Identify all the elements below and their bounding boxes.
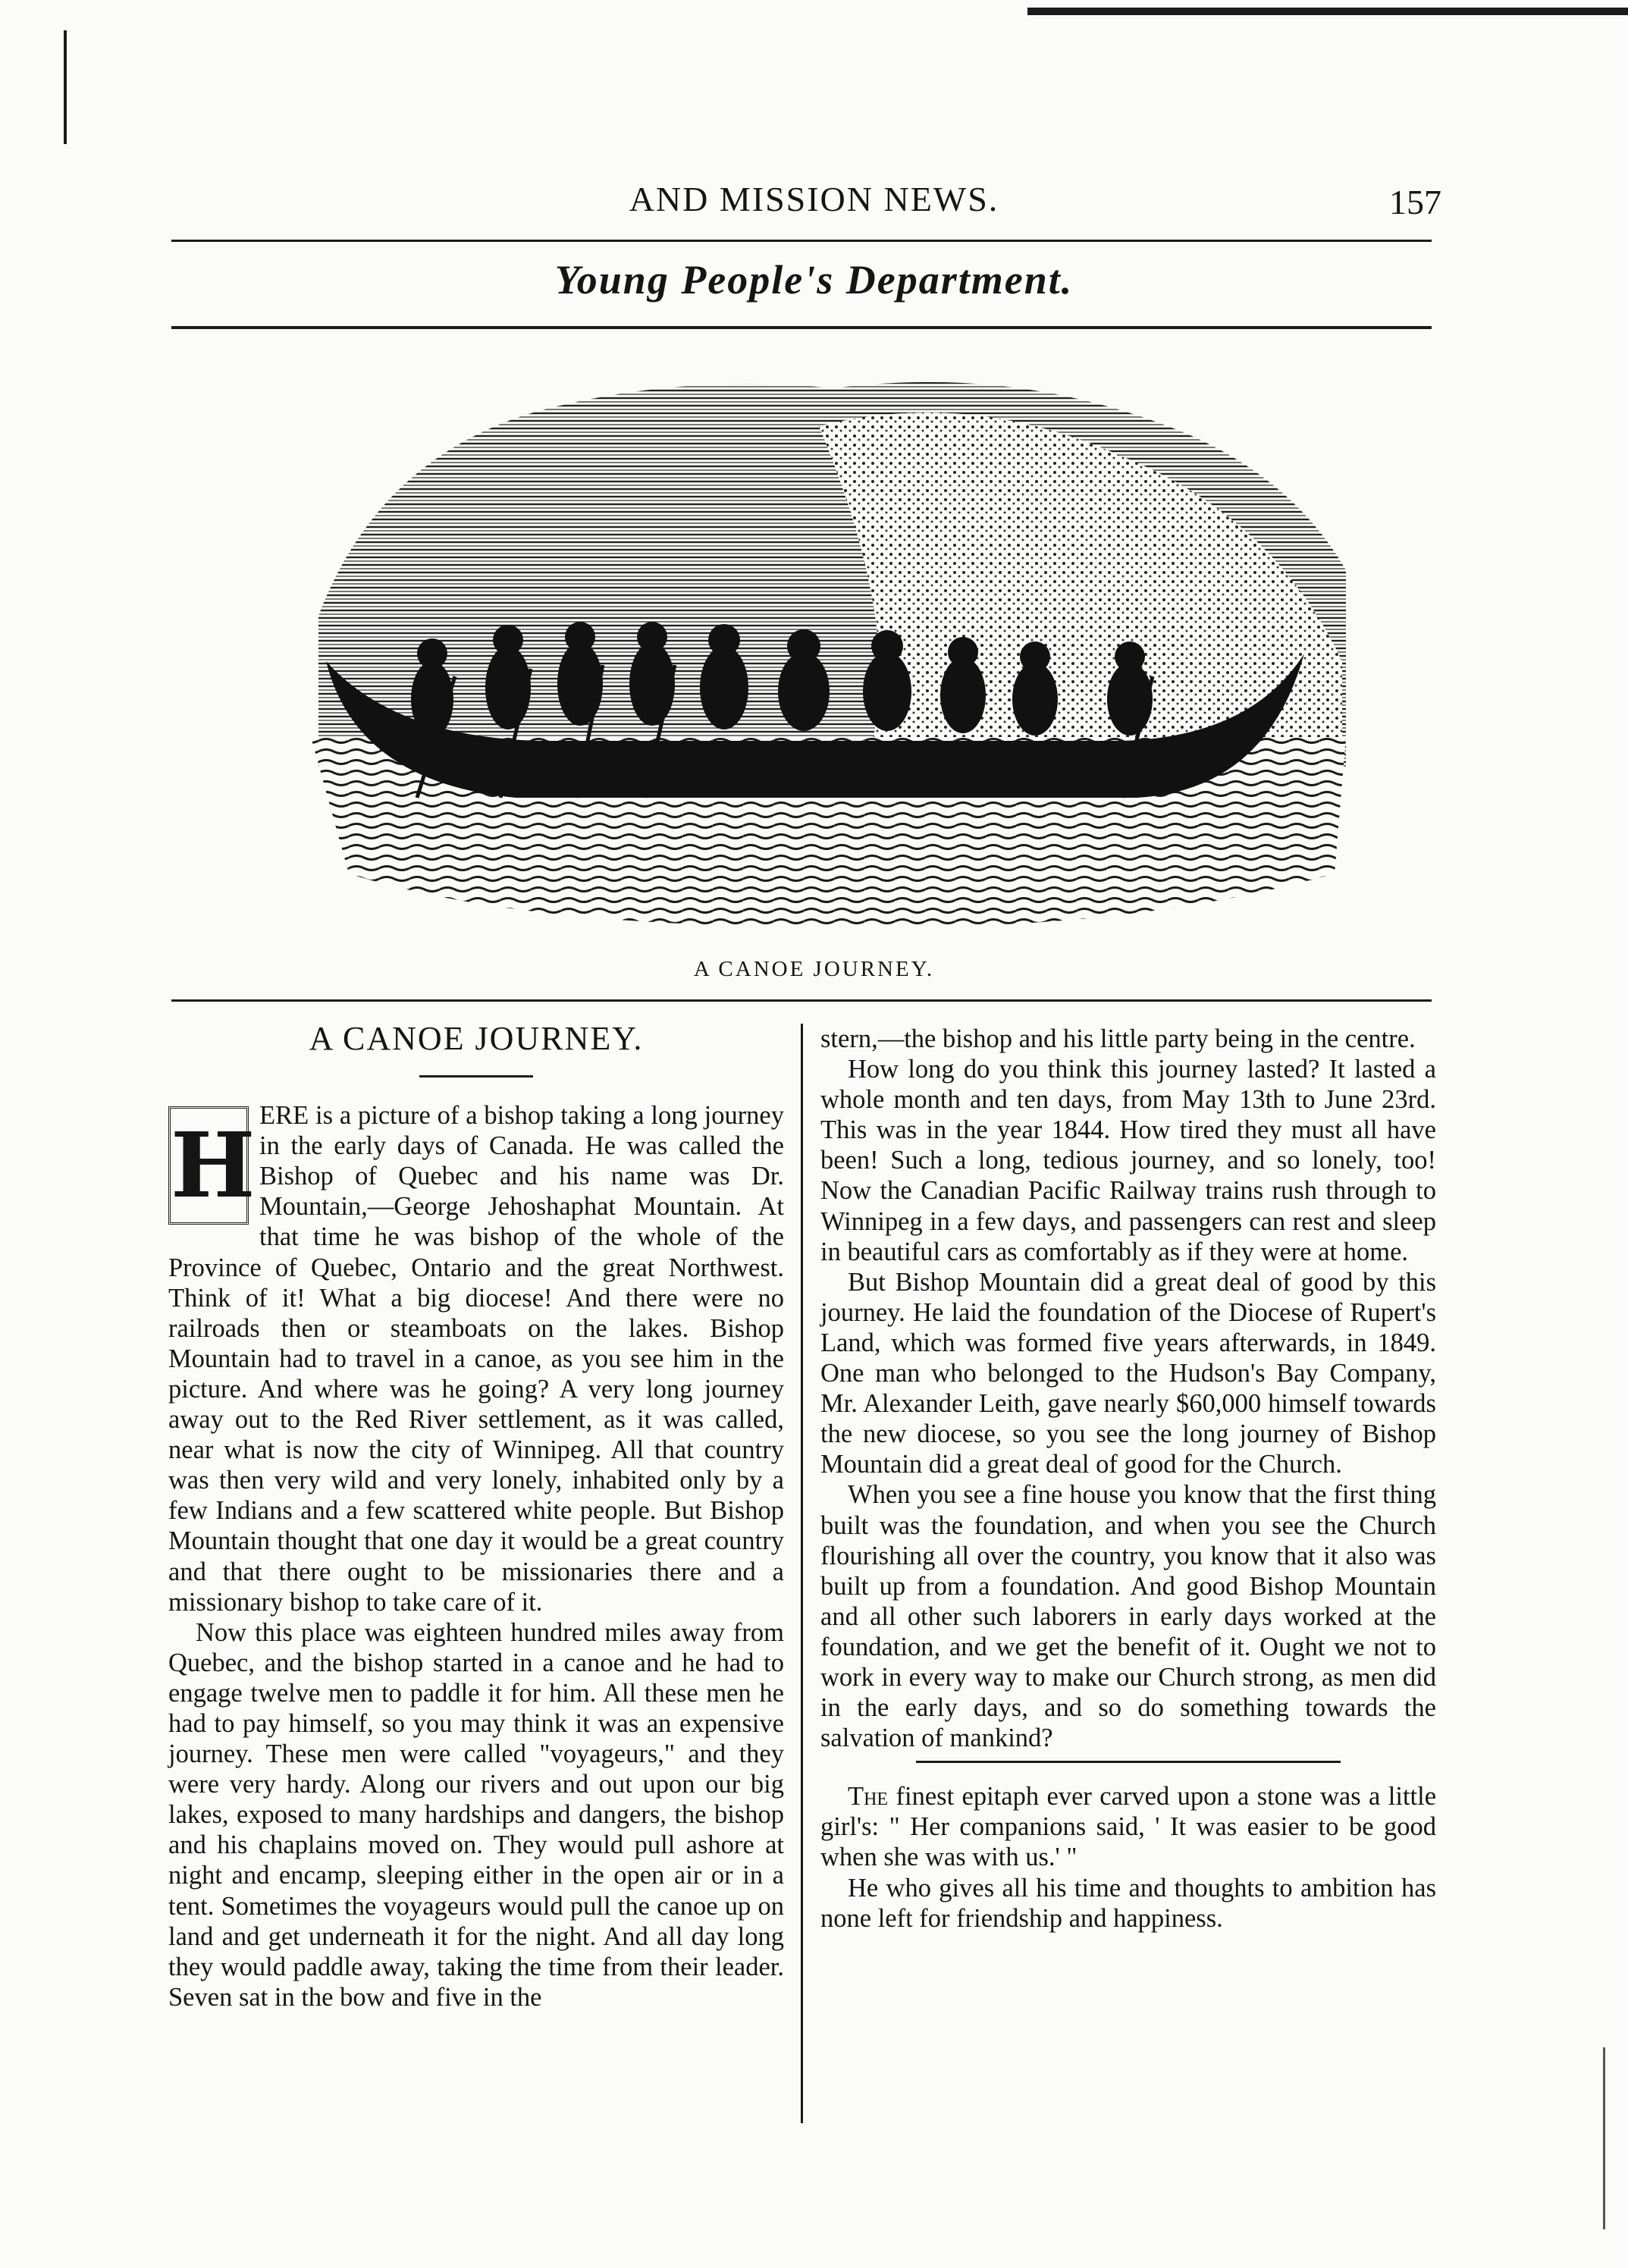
top-edge-mark [1027,8,1628,15]
canoe-illustration [288,343,1365,949]
paragraph-1 [168,1100,784,1617]
paragraph-2: Now this place was eighteen hundred miles away from Quebec, and the bishop started in a canoe and he had to engage twelve men to paddle it for him. All these men he had to pay himself, so you may think it was an expensive journey. These men were called "voyageurs," and they were very hardy. Along our rivers and out upon our big lakes, exposed to many hardships and dangers, the bishop and his chaplains moved on. They would pull ashore at night and encamp, sleeping either in the open air or in a tent. Sometimes the voyageurs would pull the canoe up on land and get underneath it for the night. And all day long they would paddle away, taking the time from their leader. Seven sat in the bow and five in the [168,1617,784,2012]
title-rule [419,1075,533,1078]
paragraph-1-text: ERE is a picture of a bishop taking a long journey in the early days of Canada. He was called the Bishop of Quebec and his name was Dr. Mountain,—George Jehoshaphat Mountain. At that time he was bishop of the whole of the Province of Quebec, Ontario and the great Northwest. Think of it! What a big diocese! And there were no railroads then or steamboats on the lakes. Bishop Mountain had to travel in a canoe, as you see him in the picture. And where was he going? A very long journey away out to the Red River settlement, as it was called, near what is now the city of Winnipeg. All that country was then very wild and very lonely, inhabited only by a few Indians and a few scattered white people. But Bishop Mountain thought that one day it would be a great country and that there ought to be missionaries there and a missionary bishop to take care of it. [168,1101,784,1617]
caption-rule [171,999,1432,1002]
column-divider [801,1024,803,2123]
paragraph-6: When you see a fine house you know that the first thing built was the foundation, and when you see the Church flourishing all over the country, you know that it also was built up from a foundation. And good Bishop Mountain and all other such laborers in early days worked at the foundation, and we get the benefit of it. Ought we not to work in every way to make our Church strong, as men did in the early days, and so do something towards the salvation of mankind? [820,1480,1436,1753]
epitaph-lead: The [848,1782,889,1812]
right-column [820,1024,1436,1934]
ambition-paragraph: He who gives all his time and thoughts to ambition has none left for friendship and happiness. [820,1873,1436,1933]
paragraph-3: stern,—the bishop and his little party being in the centre. [820,1024,1416,1053]
right-edge-mark [1603,2047,1605,2229]
paragraph-4: How long do you think this journey lasted? It lasted a whole month and ten days, from May 13th to June 23rd. This was in the year 1844. How tired they must all have been! Such a long, tedious journey, and so lonely, too! Now the Canadian Pacific Railway trains rush through to Winnipeg in a few days, and passengers can rest and sleep in beautiful cars as comfortably as if they were at home. [820,1055,1436,1266]
illustration-caption: A CANOE JOURNEY. [693,957,935,981]
left-edge-mark [64,30,67,144]
epitaph-paragraph [820,1781,1436,1872]
header-rule [171,240,1432,242]
running-head: AND MISSION NEWS. [629,180,999,218]
department-rule [171,326,1432,329]
article-title: A CANOE JOURNEY. [309,1020,644,1057]
dropcap-letter: H [168,1106,249,1225]
section-rule [916,1761,1341,1763]
paragraph-5: But Bishop Mountain did a great deal of good by this journey. He laid the foundation of the Diocese of Rupert's Land, which was formed five years afterwards, in 1849. One man who belonged to the Hudson's Bay Company, Mr. Alexander Leith, gave nearly $60,000 himself towards the new diocese, so you see the long journey of Bishop Mountain did a great deal of good for the Church. [820,1267,1436,1479]
department-title: Young People's Department. [554,257,1074,303]
epitaph-text: finest epitaph ever carved upon a stone was a little girl's: " Her companions said, ' It was easier to be good when she was with us.' " [820,1782,1437,1872]
left-column [168,1020,784,2012]
page-number: 157 [1389,183,1441,221]
